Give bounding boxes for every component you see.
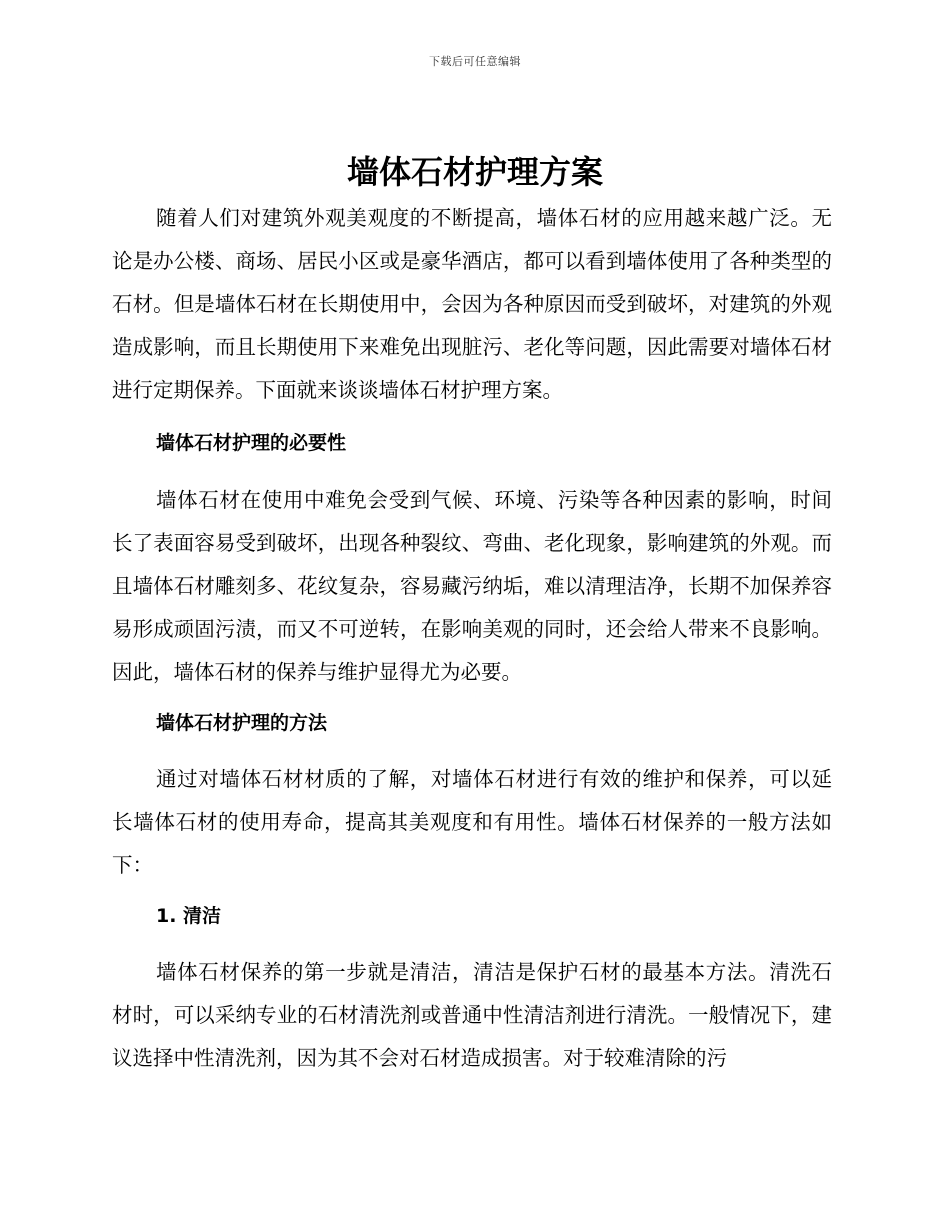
intro-paragraph: 随着人们对建筑外观美观度的不断提高，墙体石材的应用越来越广泛。无论是办公楼、商场、居民小区或是豪华酒店，都可以看到墙体使用了各种类型的石材。但是墙体石材在长期使用中，会因为各种原因而受到破坏，对建筑的外观造成影响，而且长期使用下来难免出现脏污、老化等问题，因此需要对墙体石材进行定期保养。下面就来谈谈墙体石材护理方案。 [112,206,832,402]
necessity-paragraph: 墙体石材在使用中难免会受到气候、环境、污染等各种因素的影响，时间长了表面容易受到破坏，出现各种裂纹、弯曲、老化现象，影响建筑的外观。而且墙体石材雕刻多、花纹复杂，容易藏污纳垢，难以清理洁净，长期不加保养容易形成顽固污渍，而又不可逆转，在影响美观的同时，还会给人带来不良影响。因此，墙体石材的保养与维护显得尤为必要。 [112,488,832,684]
subsection-heading-cleaning: 1. 清洁 [156,905,222,927]
methods-paragraph: 通过对墙体石材材质的了解，对墙体石材进行有效的维护和保养，可以延长墙体石材的使用寿命，提高其美观度和有用性。墙体石材保养的一般方法如下： [112,767,832,877]
page-header: 下载后可任意编辑 [429,55,521,68]
section-heading-necessity: 墙体石材护理的必要性 [156,432,347,454]
cleaning-paragraph: 墙体石材保养的第一步就是清洁，清洁是保护石材的最基本方法。清洗石材时，可以采纳专业的石材清洗剂或普通中性清洁剂进行清洗。一般情况下，建议选择中性清洗剂，因为其不会对石材造成损害。对于较难清除的污 [112,960,832,1070]
document-title: 墙体石材护理方案 [346,153,603,191]
section-heading-methods: 墙体石材护理的方法 [156,712,328,734]
